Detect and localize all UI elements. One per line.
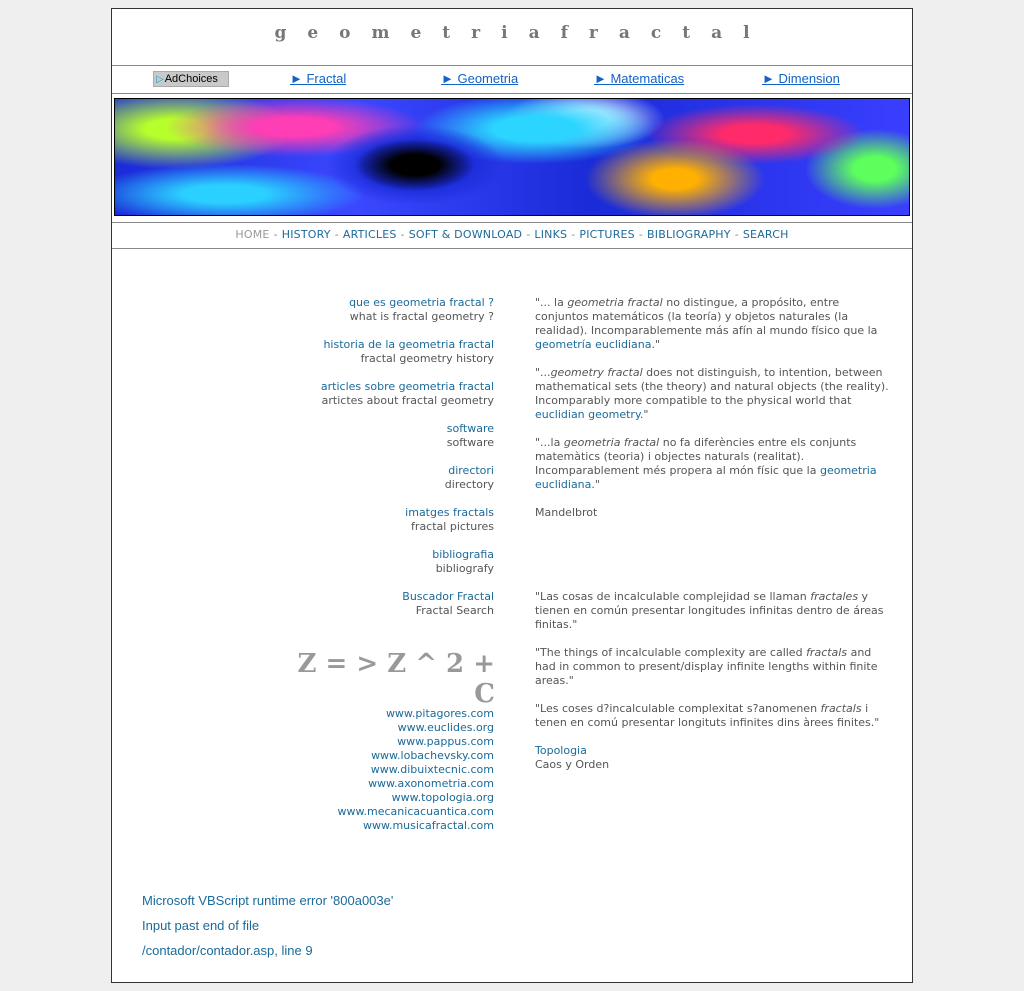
- left-link[interactable]: imatges fractals: [405, 506, 494, 519]
- left-sub: Fractal Search: [415, 604, 494, 617]
- left-item-que-es: [222, 296, 494, 324]
- left-item-directori: [222, 464, 494, 492]
- left-item-imatges: [222, 506, 494, 534]
- quotes-column: [535, 296, 895, 772]
- left-item-software: [222, 422, 494, 450]
- ad-link-bar: [112, 69, 912, 91]
- left-link[interactable]: articles sobre geometria fractal: [320, 380, 494, 393]
- divider: [112, 248, 912, 249]
- link-geometria-euclidiana-ca[interactable]: geometria euclidiana: [535, 464, 877, 491]
- page-container: [111, 8, 913, 983]
- link-geometria-euclidiana[interactable]: geometría euclidiana: [535, 338, 652, 351]
- adchoices-label: AdChoices: [164, 73, 218, 85]
- left-link[interactable]: software: [446, 422, 494, 435]
- site-link-axonometria[interactable]: www.axonometria.com: [368, 777, 494, 790]
- site-title: geometriafractal: [274, 23, 771, 43]
- divider: [112, 93, 912, 94]
- site-link-mecanicacuantica[interactable]: www.mecanicacuantica.com: [337, 805, 494, 818]
- quote-english: "...geometry fractal does not distinguish, to intention, between mathematical sets (the theory) and natural objects (the reality). Incomparably more compatible to the physical world that euclidian geometry.": [535, 366, 889, 421]
- left-item-buscador: [222, 590, 494, 618]
- left-sub: artictes about fractal geometry: [321, 394, 494, 407]
- adchoices-icon: ▷: [156, 74, 164, 85]
- menu-bibliography[interactable]: BIBLIOGRAPHY: [647, 228, 731, 241]
- menu-soft-download[interactable]: SOFT & DOWNLOAD: [408, 228, 523, 241]
- left-sub: fractal pictures: [411, 520, 494, 533]
- main-menu: HOME - HISTORY - ARTICLES - SOFT & DOWNLOAD - LINKS - PICTURES - BIBLIOGRAPHY - SEARCH: [235, 228, 789, 241]
- left-sub: bibliografy: [435, 562, 494, 575]
- left-item-historia: [222, 338, 494, 366]
- related-sites: [272, 707, 494, 833]
- left-sub: directory: [444, 478, 494, 491]
- menu-pictures[interactable]: PICTURES: [579, 228, 635, 241]
- error-line-1: Microsoft VBScript runtime error '800a003e': [142, 893, 394, 908]
- left-sub: what is fractal geometry ?: [349, 310, 494, 323]
- error-line-3: /contador/contador.asp, line 9: [142, 943, 313, 958]
- site-link-euclides[interactable]: www.euclides.org: [397, 721, 494, 734]
- adchoices-badge[interactable]: [153, 71, 229, 87]
- quote-catalan: "...la geometria fractal no fa diferències entre els conjunts matemàtics (teoria) i objectes naturals (realitat). Incomparablement més propera al món físic que la geometria euclidiana.": [535, 436, 877, 491]
- left-link[interactable]: bibliografia: [432, 548, 494, 561]
- site-link-pappus[interactable]: www.pappus.com: [397, 735, 494, 748]
- vbscript-error: [142, 888, 393, 963]
- divider: [112, 222, 912, 223]
- divider: [112, 65, 912, 66]
- left-sub: software: [446, 436, 494, 449]
- link-euclidian-geometry[interactable]: euclidian geometry: [535, 408, 640, 421]
- left-link[interactable]: directori: [448, 464, 494, 477]
- menu-links[interactable]: LINKS: [534, 228, 568, 241]
- menu-articles[interactable]: ARTICLES: [342, 228, 397, 241]
- site-link-musicafractal[interactable]: www.musicafractal.com: [362, 819, 494, 832]
- ad-link-fractal[interactable]: ► Fractal: [290, 71, 347, 86]
- left-nav: [222, 296, 494, 632]
- quote-author: Mandelbrot: [535, 506, 598, 519]
- link-topologia[interactable]: Topologia: [535, 744, 587, 757]
- left-item-articles: [222, 380, 494, 408]
- left-link[interactable]: historia de la geometria fractal: [323, 338, 494, 351]
- left-link[interactable]: que es geometria fractal ?: [349, 296, 494, 309]
- mandelbrot-formula: Z = > Z ^ 2 + C: [297, 649, 495, 709]
- left-sub: fractal geometry history: [360, 352, 494, 365]
- menu-home[interactable]: HOME: [235, 228, 270, 241]
- site-link-dibuixtecnic[interactable]: www.dibuixtecnic.com: [370, 763, 494, 776]
- caos-y-orden: Caos y Orden: [535, 758, 610, 771]
- ad-link-matematicas[interactable]: ► Matematicas: [594, 71, 685, 86]
- site-link-topologia[interactable]: www.topologia.org: [391, 791, 494, 804]
- ad-link-geometria[interactable]: ► Geometria: [441, 71, 519, 86]
- quote2-catalan: "Les coses d?incalculable complexitat s?anomenen fractals i tenen en comú presentar longituts infinites dins àrees finites.": [535, 702, 880, 729]
- site-link-lobachevsky[interactable]: www.lobachevsky.com: [371, 749, 494, 762]
- error-line-2: Input past end of file: [142, 918, 260, 933]
- ad-link-dimension[interactable]: ► Dimension: [762, 71, 840, 86]
- left-item-bibliografia: [222, 548, 494, 576]
- fractal-banner-image: [114, 98, 910, 216]
- topologia-block: [535, 744, 895, 772]
- quote-spanish: "... la geometria fractal no distingue, a propósito, entre conjuntos matemáticos (la teoría) y objetos naturales (la realidad). Incomparablemente más afín al mundo físico que la geometría euclidiana.": [535, 296, 878, 351]
- quote2-english: "The things of incalculable complexity are called fractals and had in common to present/display infinite lengths within finite areas.": [535, 646, 878, 687]
- site-link-pitagores[interactable]: www.pitagores.com: [385, 707, 494, 720]
- left-link[interactable]: Buscador Fractal: [402, 590, 494, 603]
- menu-search[interactable]: SEARCH: [742, 228, 789, 241]
- quote2-spanish: "Las cosas de incalculable complejidad se llaman fractales y tienen en común presentar longitudes infinitas dentro de áreas finitas.": [535, 590, 884, 631]
- menu-history[interactable]: HISTORY: [281, 228, 331, 241]
